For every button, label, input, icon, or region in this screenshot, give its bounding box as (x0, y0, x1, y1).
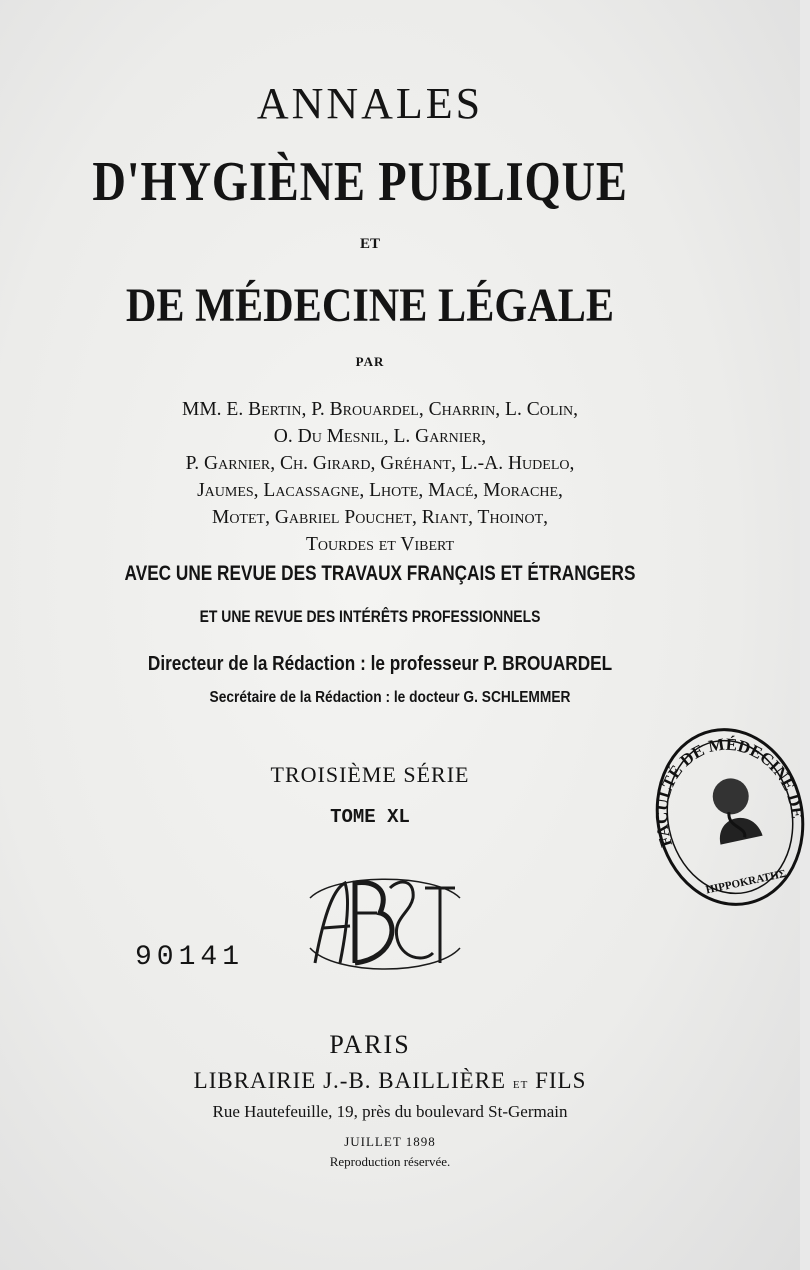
library-stamp-icon (640, 712, 810, 912)
secretary-line: Secrétaire de la Rédaction : le docteur G. SCHLEMMER (209, 689, 571, 706)
journal-title-line3: DE MÉDECINE LÉGALE (125, 279, 615, 332)
authors-line: MM. E. Bertin, P. Brouardel, Charrin, L. Colin, (181, 399, 579, 420)
volume-label: TOME XL (330, 806, 410, 828)
authors-line: P. Garnier, Ch. Girard, Gréhant, L.-A. Hudelo, (185, 453, 575, 474)
title-connector: ET (359, 236, 380, 252)
journal-title-line1: ANNALES (256, 79, 484, 128)
imprint-date: JUILLET 1898 (344, 1134, 436, 1149)
publisher-conjunction: et (512, 1076, 529, 1092)
imprint-publisher (20, 1068, 760, 1094)
authors-line: Motet, Gabriel Pouchet, Riant, Thoinot, (211, 507, 548, 528)
imprint-rights: Reproduction réservée. (329, 1154, 451, 1169)
authors-line: O. Du Mesnil, L. Garnier, (273, 426, 487, 447)
portrait-icon (707, 774, 762, 845)
review-line-1: AVEC UNE REVUE DES TRAVAUX FRANÇAIS ET ÉTRANGERS (124, 562, 636, 585)
publisher-monogram-icon (305, 868, 465, 978)
publisher-name: LIBRAIRIE J.-B. BAILLIÈRE (193, 1068, 507, 1093)
journal-title-line2: D'HYGIÈNE PUBLIQUE (92, 151, 628, 213)
by-label: PAR (355, 354, 385, 369)
authors-list (30, 396, 730, 558)
review-line-2: ET UNE REVUE DES INTÉRÊTS PROFESSIONNELS (199, 607, 541, 626)
shelfmark-number: 90141 (135, 942, 245, 973)
series-label: TROISIÈME SÉRIE (270, 762, 470, 787)
stamp-portrait-label: HIPPOKRATHΣ (704, 867, 788, 897)
publisher-suffix: FILS (535, 1068, 587, 1093)
authors-line: Jaumes, Lacassagne, Lhote, Macé, Morache, (197, 480, 563, 501)
director-line: Directeur de la Rédaction : le professeur P. BROUARDEL (147, 653, 613, 675)
stamp-text: FACULTÉ DE MÉDECINE DE (652, 734, 807, 850)
authors-line: Tourdes et Vibert (305, 534, 455, 555)
imprint-city: PARIS (329, 1030, 411, 1059)
imprint-address: Rue Hautefeuille, 19, près du boulevard St-Germain (212, 1102, 568, 1121)
